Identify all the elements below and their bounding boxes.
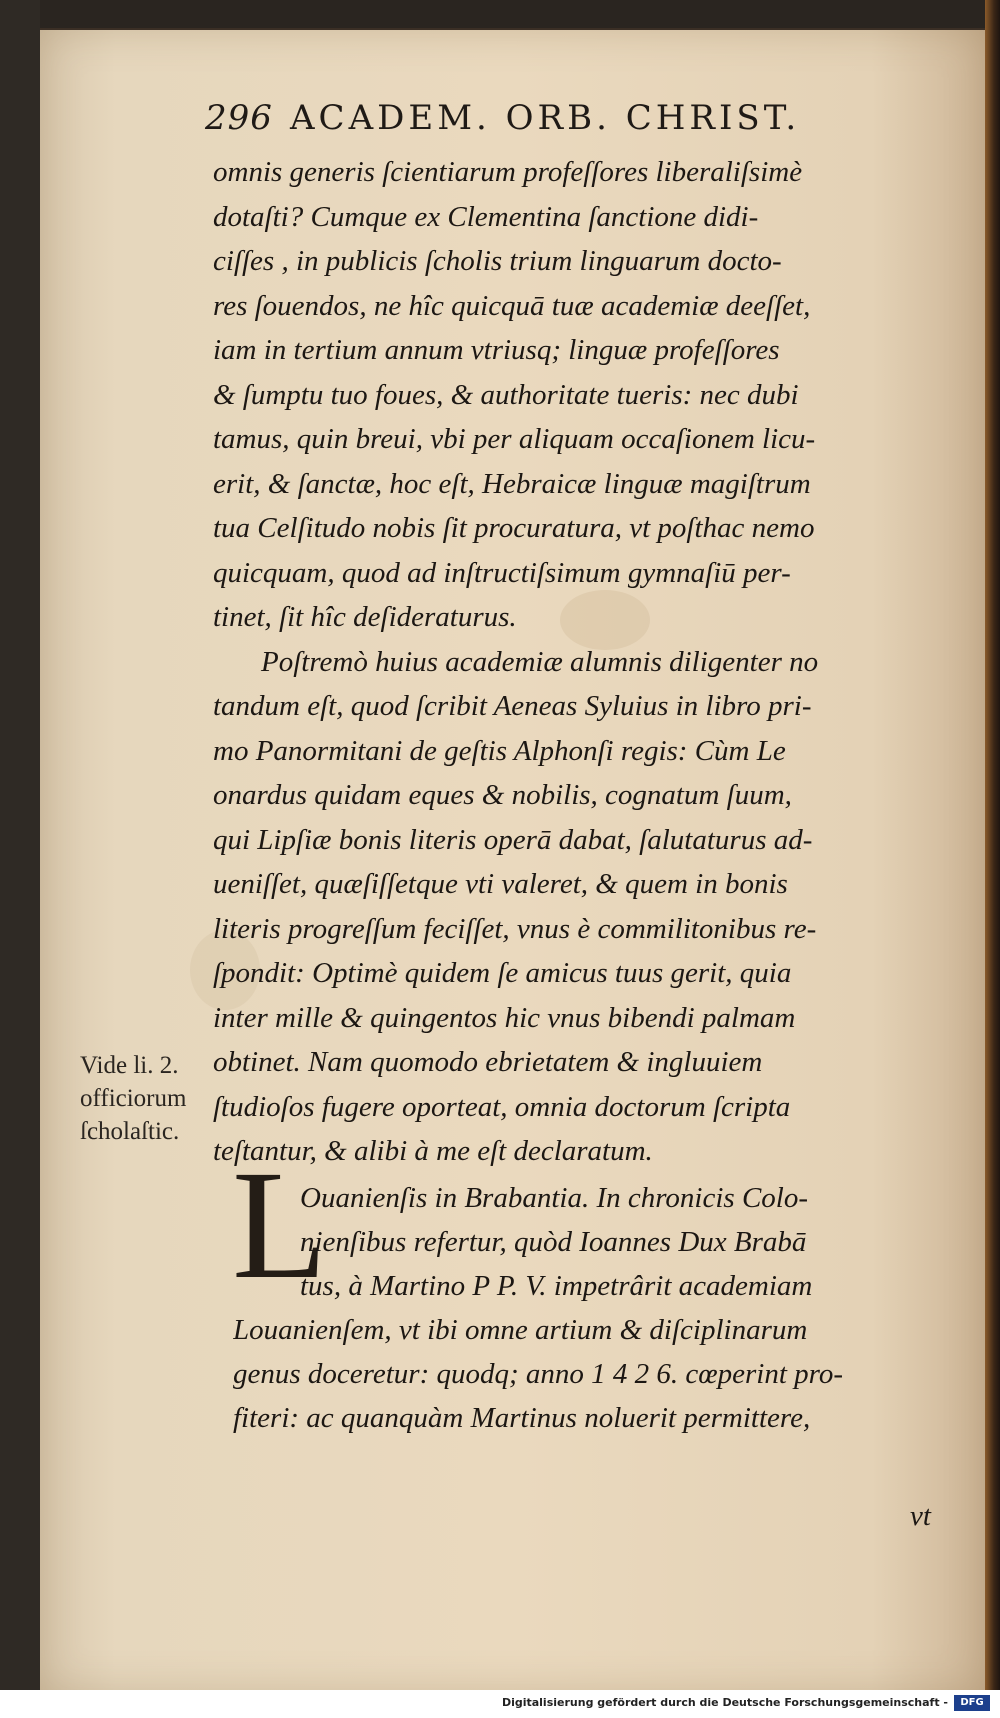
footer-bar [0, 1690, 1000, 1718]
funding-credit: Digitalisierung gefördert durch die Deutsche Forschungsgemeinschaft - [501, 1696, 948, 1709]
text-line: onardus quidam eques & nobilis, cognatum ſuum, [213, 779, 792, 811]
page-number: 296 [205, 98, 273, 138]
text-line: tua Celſitudo nobis ſit procuratura, vt poſthac nemo [213, 512, 815, 544]
text-line: Ouanienſis in Brabantia. In chronicis Colo- [300, 1182, 809, 1214]
section-louvain-text [233, 1308, 953, 1440]
text-line: literis progreſſum feciſſet, vnus è commilitonibus re- [213, 912, 817, 945]
text-line: quicquam, quod ad inſtructiſsimum gymnaſiū per- [213, 556, 791, 589]
page-header [205, 92, 885, 148]
marginal-line: ſcholaſtic. [80, 1118, 180, 1145]
text-line: tinet, ſit hîc deſideraturus. [213, 601, 517, 633]
text-line: nienſibus refertur, quòd Ioannes Dux Brabā [300, 1226, 807, 1258]
text-line: iam in tertium annum vtriusq; linguæ profeſſores [213, 334, 780, 366]
section-louvain-intro [300, 1176, 950, 1308]
text-line: tamus, quin breui, vbi per aliquam occaſionem licu- [213, 423, 816, 455]
text-line: mo Panormitani de geſtis Alphonſi regis: Cùm Le [213, 734, 786, 767]
text-line: tus, à Martino P P. V. impetrârit academiam [300, 1270, 813, 1302]
text-line: erit, & ſanctæ, hoc eſt, Hebraicæ linguæ magiſtrum [213, 467, 811, 500]
text-line: dotaſti? Cumque ex Clementina ſanctione didi- [213, 200, 759, 233]
text-line: ciſſes , in publicis ſcholis trium linguarum docto- [213, 245, 782, 277]
scan-background-left [0, 0, 40, 1690]
text-line: Poſtremò huius academiæ alumnis diligenter no [261, 645, 819, 678]
book-edge [985, 0, 1000, 1690]
text-line: omnis generis ſcientiarum profeſſores liberaliſsimè [213, 156, 803, 188]
text-line: qui Lipſiæ bonis literis operā dabat, ſalutaturus ad- [213, 823, 813, 856]
text-line: & ſumptu tuo foues, & authoritate tueris: nec dubi [213, 378, 799, 411]
text-line: ſpondit: Optimè quidem ſe amicus tuus gerit, quia [213, 957, 792, 989]
marginal-line: officiorum [80, 1085, 187, 1112]
running-head: ACADEM. ORB. CHRIST. [290, 98, 801, 138]
text-line: ſtudioſos fugere oporteat, omnia doctorum ſcripta [213, 1090, 791, 1123]
text-line: Louanienſem, vt ibi omne artium & diſciplinarum [233, 1314, 808, 1346]
dfg-logo: DFG [954, 1695, 990, 1711]
text-line: obtinet. Nam quomodo ebrietatem & ingluuiem [213, 1046, 763, 1078]
text-line: teſtantur, & alibi à me eſt declaratum. [213, 1135, 653, 1167]
drop-initial: L [232, 1138, 328, 1311]
text-line: tandum eſt, quod ſcribit Aeneas Syluius in libro pri- [213, 690, 812, 722]
catchword: vt [910, 1500, 931, 1532]
text-line: inter mille & quingentos hic vnus bibendi palmam [213, 1001, 796, 1034]
text-line: ueniſſet, quæſiſſetque vti valeret, & quem in bonis [213, 868, 788, 900]
text-line: res ſouendos, ne hîc quicquā tuæ academiæ deeſſet, [213, 289, 811, 322]
main-text [213, 150, 913, 1174]
text-line: genus doceretur: quodq; anno 1 4 2 6. cœperint pro- [233, 1358, 843, 1390]
marginal-note [80, 1049, 240, 1148]
text-line: fiteri: ac quanquàm Martinus noluerit permittere, [233, 1402, 811, 1434]
marginal-line: Vide li. 2. [80, 1052, 179, 1079]
